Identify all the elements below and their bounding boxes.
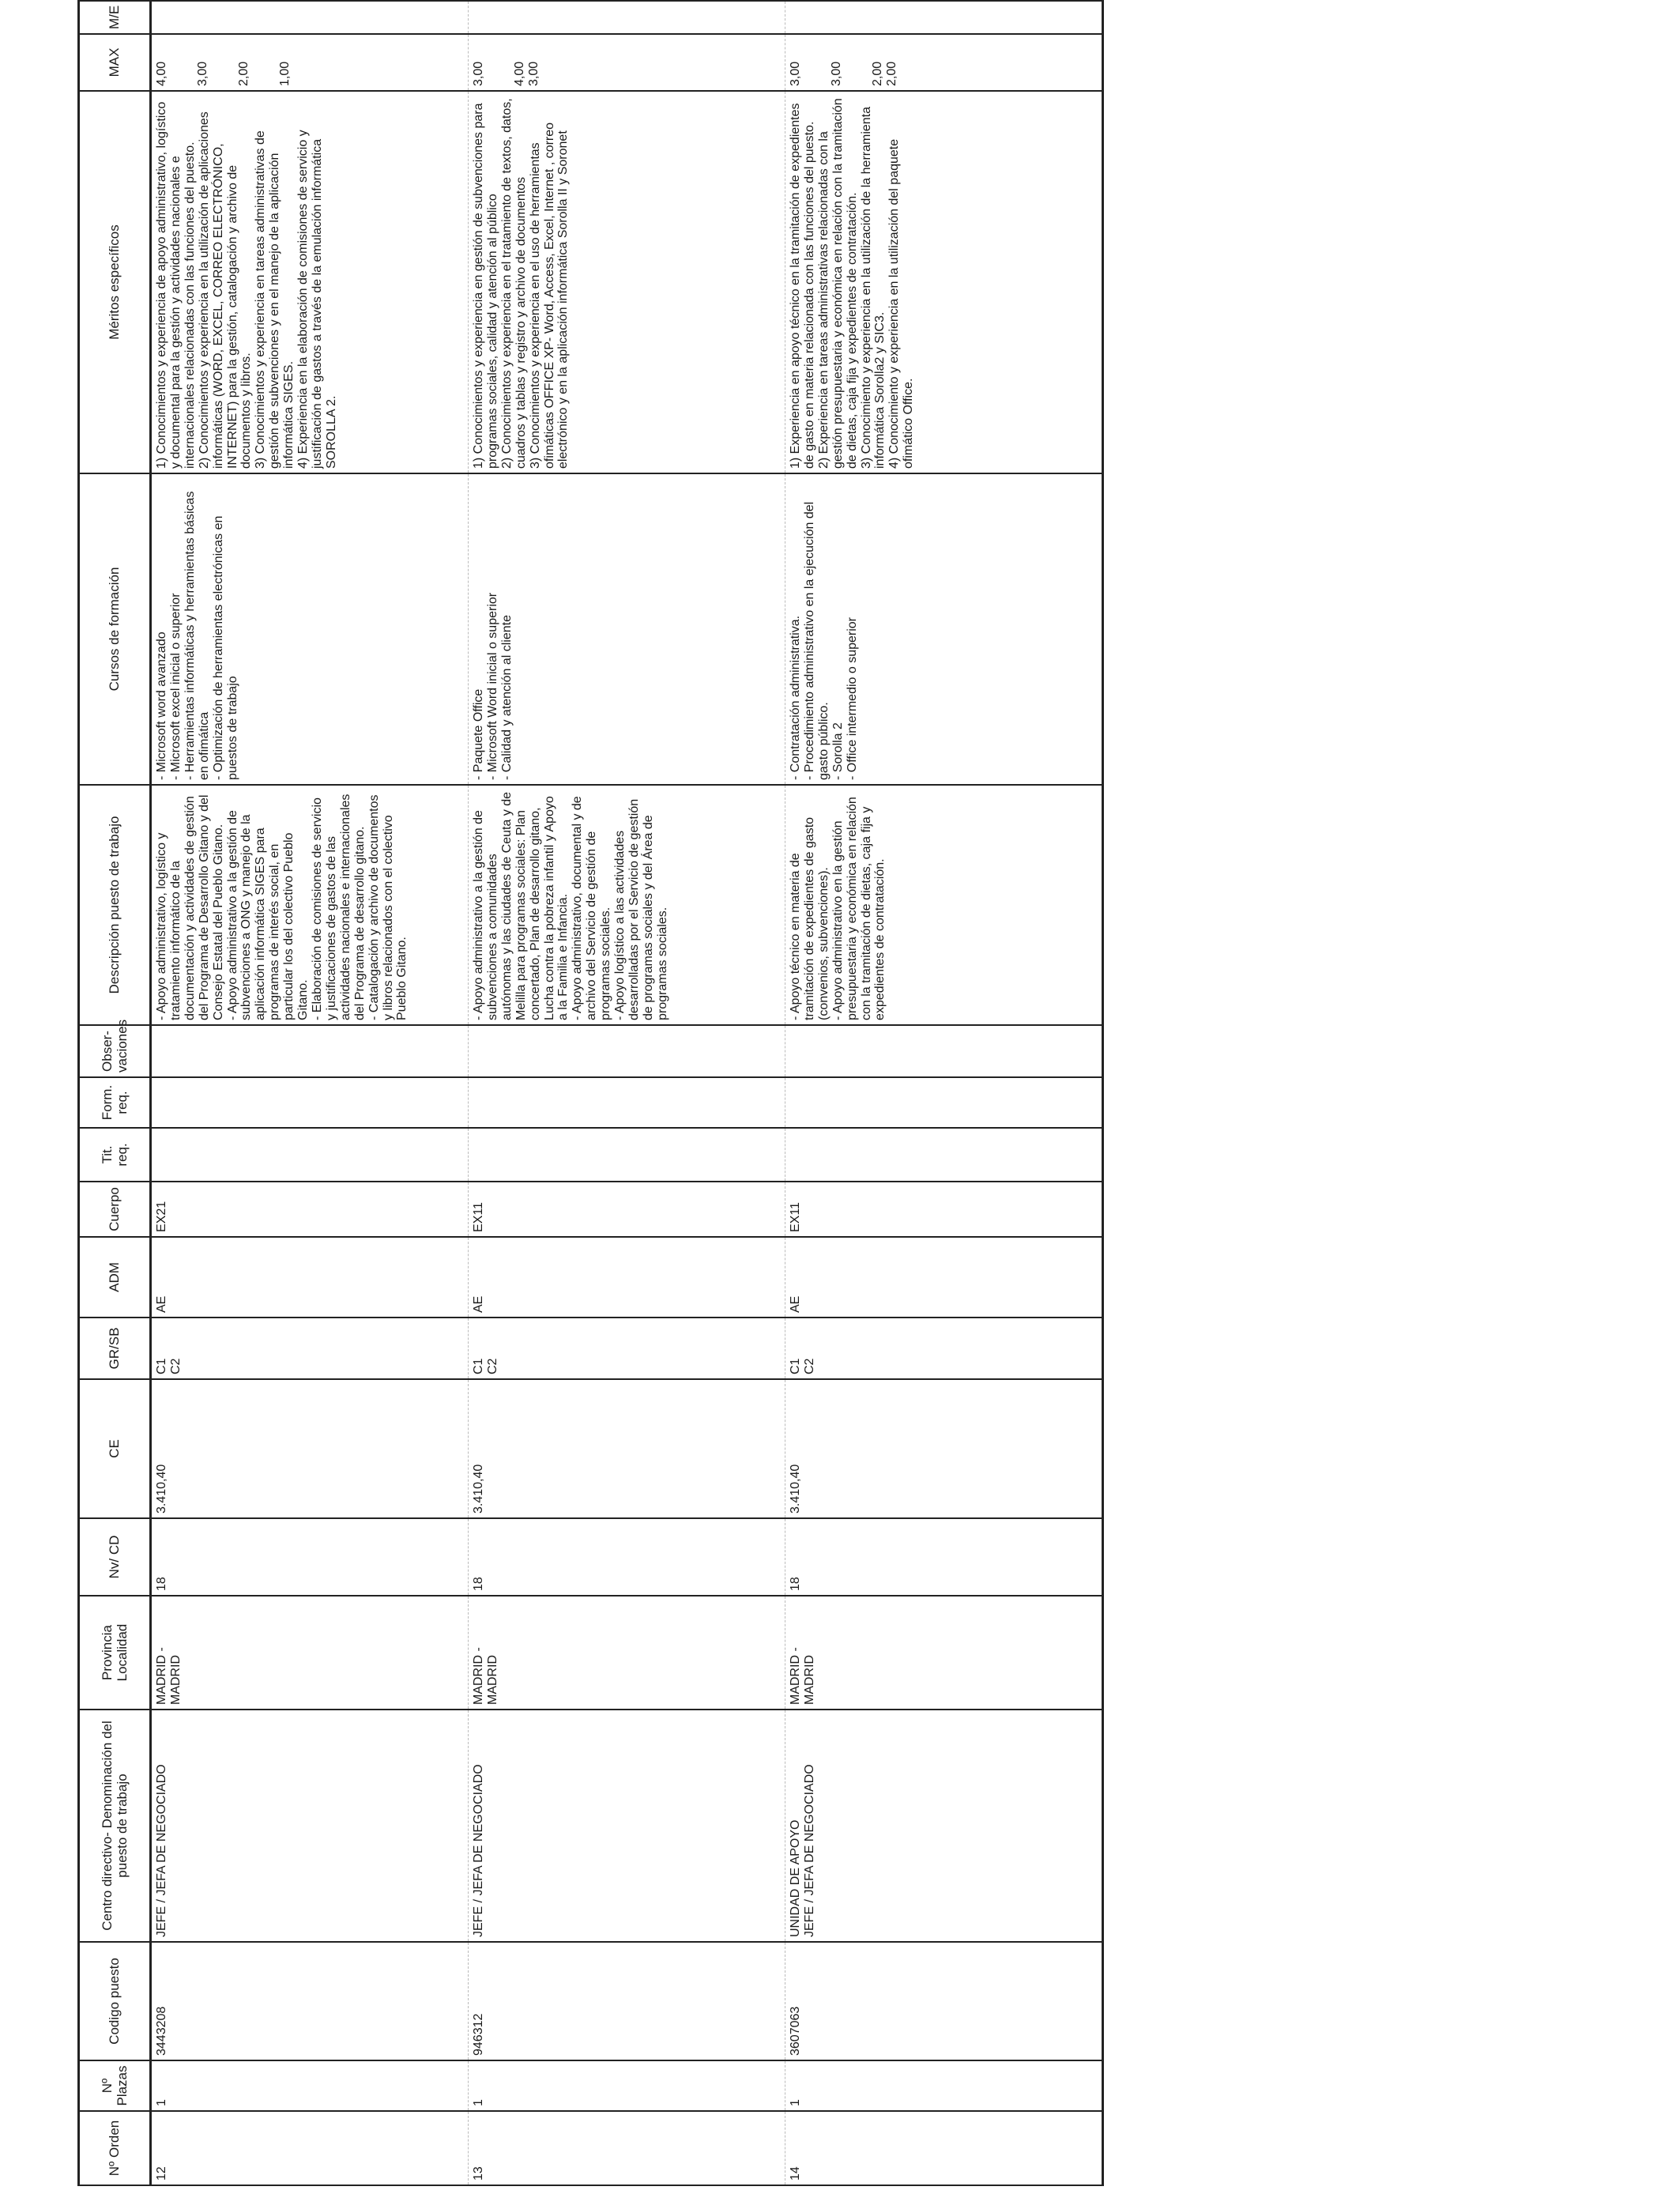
cell-me [785, 1, 1103, 34]
curso-item: - Herramientas informáticas y herramientas básicas en ofimática [183, 491, 211, 780]
cell-centro [151, 1710, 469, 1942]
max-value: 3,00 [829, 61, 843, 86]
cell-titulo [785, 1128, 1103, 1182]
cell-orden: 14 [785, 2111, 1103, 2185]
header-titulo: Tit. req. [79, 1128, 151, 1182]
puesto-denominacion: JEFE / JEFA DE NEGOCIADO [155, 1764, 168, 1937]
cell-me [151, 1, 469, 34]
cell-me [469, 1, 785, 34]
cell-cuerpo: EX11 [785, 1182, 1103, 1237]
gr-1: C1 [472, 1358, 485, 1374]
merito-item: 2) Conocimientos y experiencia en el tratamiento de textos, datos, cuadros y tablas y registro y archivo de documentos [499, 98, 528, 469]
curso-item: - Contratación administrativa. [789, 615, 802, 780]
cell-ce: 3.410,40 [469, 1379, 785, 1518]
cell-meritos [469, 91, 785, 473]
header-meritos: Méritos específicos [79, 91, 151, 473]
merito-item: 1) Experiencia en apoyo técnico en la tramitación de expedientes de gasto en materia relacionada con las funciones del puesto. [789, 103, 816, 469]
cell-nivel: 18 [151, 1518, 469, 1596]
cell-cuerpo: EX21 [151, 1182, 469, 1237]
cell-observaciones [785, 1025, 1103, 1077]
cell-observaciones [469, 1025, 785, 1077]
header-adm: ADM [79, 1237, 151, 1318]
table-row [151, 1, 469, 2185]
gr-1: C1 [789, 1358, 802, 1374]
cell-cuerpo: EX11 [469, 1182, 785, 1237]
max-value: 2,00 [870, 61, 884, 86]
merito-item: 1) Conocimientos y experiencia de apoyo administrativo, logístico y documental para la gestión y actividades nacionales e internacionales relacionadas con las funciones del puesto. [155, 101, 197, 469]
descripcion-item: - Apoyo técnico en materia de tramitación de expedientes de gasto (convenios, subvenciones). [789, 816, 831, 1020]
cell-cursos [469, 473, 785, 785]
cell-plazas: 1 [785, 2060, 1103, 2111]
max-value: 3,00 [195, 61, 209, 86]
merito-item: 2) Conocimientos y experiencia en la utilización de aplicaciones informáticas (WORD, EXCEL, CORREO ELECTRÓNICO, INTERNET) para la gestión, catalogación y archivo de documentos y libros. [197, 111, 254, 469]
gr-2: C2 [802, 1358, 816, 1374]
positions-table [77, 0, 1104, 2186]
cell-orden: 13 [469, 2111, 785, 2185]
curso-item: - Microsoft excel inicial o superior [168, 593, 183, 780]
cell-ce: 3.410,40 [151, 1379, 469, 1518]
puesto-denominacion: JEFE / JEFA DE NEGOCIADO [802, 1764, 816, 1937]
cell-formacion [151, 1077, 469, 1128]
curso-item: - Microsoft word avanzado [155, 631, 168, 780]
header-me: M/E [79, 1, 151, 34]
curso-item: - Microsoft Word inicial o superior [485, 592, 499, 780]
header-formacion: Form. req. [79, 1077, 151, 1128]
descripcion-item: - Apoyo administrativo, logístico y tratamiento informático de la documentación y actividades de gestión del Programa de Desarrollo Gitano y del Consejo Estatal del Pueblo Gitano. [155, 794, 225, 1020]
cell-descripcion [151, 785, 469, 1025]
centro-unidad: UNIDAD DE APOYO [789, 1819, 802, 1937]
cell-plazas: 1 [151, 2060, 469, 2111]
cell-observaciones [151, 1025, 469, 1077]
header-plazas: Nº Plazas [79, 2060, 151, 2111]
cell-codigo: 3443208 [151, 1942, 469, 2060]
max-value: 3,00 [789, 61, 802, 86]
curso-item: - Paquete Office [472, 688, 485, 780]
descripcion-item: - Elaboración de comisiones de servicio y justificaciones de gastos de las actividades nacionales e internacionales del Programa de desarrollo gitano. [310, 794, 367, 1020]
header-provincia: Provincia Localidad [79, 1596, 151, 1710]
cell-meritos [785, 91, 1103, 473]
cell-titulo [469, 1128, 785, 1182]
cell-grsb [151, 1318, 469, 1379]
merito-item: 3) Conocimiento y experiencia en la utilización de la herramienta informática Sorolla2 y SIC3. [859, 106, 887, 469]
merito-item: 4) Experiencia en la elaboración de comisiones de servicio y justificación de gastos a través de la emulación informática SOROLLA 2. [296, 130, 338, 469]
cell-descripcion [785, 785, 1103, 1025]
descripcion-item: - Apoyo administrativo a la gestión de subvenciones a comunidades autónomas y las ciudades de Ceuta y de Melilla para programas sociales: Plan concertado, Plan de desarrollo gitano, Lucha contra la pobreza infantil y Apoyo a la Familia e Infancia. [472, 791, 571, 1020]
cell-max [785, 34, 1103, 91]
max-value: 3,00 [526, 61, 541, 86]
descripcion-item: - Apoyo administrativo en la gestión presupuestaria y económica en relación con la tramitación de dietas, caja fija y expedientes de contratación. [831, 797, 887, 1020]
header-cursos: Cursos de formación [79, 473, 151, 785]
cell-provincia: MADRID - MADRID [469, 1596, 785, 1710]
header-grsb: GR/SB [79, 1318, 151, 1379]
max-value: 2,00 [884, 61, 898, 86]
cell-codigo: 3607063 [785, 1942, 1103, 2060]
merito-item: 4) Conocimiento y experiencia en la utilización del paquete ofimático Office. [887, 138, 916, 469]
cell-cursos [151, 473, 469, 785]
puesto-denominacion: JEFE / JEFA DE NEGOCIADO [472, 1764, 485, 1937]
cell-adm: AE [785, 1237, 1103, 1318]
max-value: 1,00 [277, 61, 292, 86]
cell-ce: 3.410,40 [785, 1379, 1103, 1518]
cell-centro [785, 1710, 1103, 1942]
cell-grsb [785, 1318, 1103, 1379]
gr-1: C1 [155, 1358, 168, 1374]
table-row [469, 1, 785, 2185]
curso-item: - Office intermedio o superior [845, 616, 859, 780]
merito-item: 2) Experiencia en tareas administrativas relacionadas con la gestión presupuestaria y económica en relación con la tramitación de dietas, caja fija y expedientes de contratación. [816, 98, 859, 469]
max-value: 2,00 [236, 61, 250, 86]
curso-item: - Sorolla 2 [831, 722, 845, 780]
cell-max [469, 34, 785, 91]
curso-item: - Optimización de herramientas electrónicas en puestos de trabajo [211, 515, 239, 780]
cell-nivel: 18 [469, 1518, 785, 1596]
curso-item: - Calidad y atención al cliente [499, 614, 514, 780]
header-row [79, 1, 151, 2185]
merito-item: 3) Conocimientos y experiencia en tareas administrativas de gestión de subvenciones y en el manejo de la aplicación informática SIGES. [254, 130, 296, 469]
merito-item: 3) Conocimientos y experiencia en el uso de herramientas ofimáticas OFFICE XP- Word, Access, Excel, Internet , correo electrónico y en la aplicación informática Sorolla II y Soronet [528, 122, 571, 469]
descripcion-item: - Apoyo administrativo, documental y de archivo del Servicio de gestión de programas sociales. [571, 796, 613, 1020]
gr-2: C2 [485, 1358, 499, 1374]
cell-adm: AE [469, 1237, 785, 1318]
descripcion-item: - Apoyo logístico a las actividades desarrolladas por el Servicio de gestión de programas sociales y del Área de programas sociales. [613, 798, 669, 1020]
max-value: 4,00 [512, 61, 526, 86]
header-max: MAX [79, 34, 151, 91]
merito-item: 1) Conocimientos y experiencia en gestión de subvenciones para programas sociales, calidad y atención al público [472, 103, 499, 469]
cell-cursos [785, 473, 1103, 785]
cell-descripcion [469, 785, 785, 1025]
descripcion-item: - Catalogación y archivo de documentos y libros relacionados con el colectivo Pueblo Gitano. [367, 794, 409, 1020]
cell-centro [469, 1710, 785, 1942]
header-cuerpo: Cuerpo [79, 1182, 151, 1237]
cell-adm: AE [151, 1237, 469, 1318]
header-orden: Nº Orden [79, 2111, 151, 2185]
descripcion-item: - Apoyo administrativo a la gestión de subvenciones a ONG y manejo de la aplicación informática SIGES para programas de interés social, en particular los del colectivo Pueblo Gitano. [225, 810, 311, 1020]
cell-grsb [469, 1318, 785, 1379]
max-value: 3,00 [472, 61, 485, 86]
cell-plazas: 1 [469, 2060, 785, 2111]
header-observaciones: Obser- vaciones [79, 1025, 151, 1077]
gr-2: C2 [168, 1358, 183, 1374]
cell-formacion [469, 1077, 785, 1128]
header-ce: CE [79, 1379, 151, 1518]
cell-max [151, 34, 469, 91]
cell-titulo [151, 1128, 469, 1182]
header-nivel: Nv/ CD [79, 1518, 151, 1596]
cell-codigo: 946312 [469, 1942, 785, 2060]
cell-orden: 12 [151, 2111, 469, 2185]
cell-provincia: MADRID - MADRID [785, 1596, 1103, 1710]
cell-provincia: MADRID - MADRID [151, 1596, 469, 1710]
cell-nivel: 18 [785, 1518, 1103, 1596]
max-value: 4,00 [155, 61, 168, 86]
curso-item: - Procedimiento administrativo en la ejecución del gasto público. [802, 501, 831, 780]
table-row [785, 1, 1103, 2185]
cell-meritos [151, 91, 469, 473]
cell-formacion [785, 1077, 1103, 1128]
header-codigo: Codigo puesto [79, 1942, 151, 2060]
header-centro: Centro directivo- Denominación del puesto de trabajo [79, 1710, 151, 1942]
header-descripcion: Descripción puesto de trabajo [79, 785, 151, 1025]
